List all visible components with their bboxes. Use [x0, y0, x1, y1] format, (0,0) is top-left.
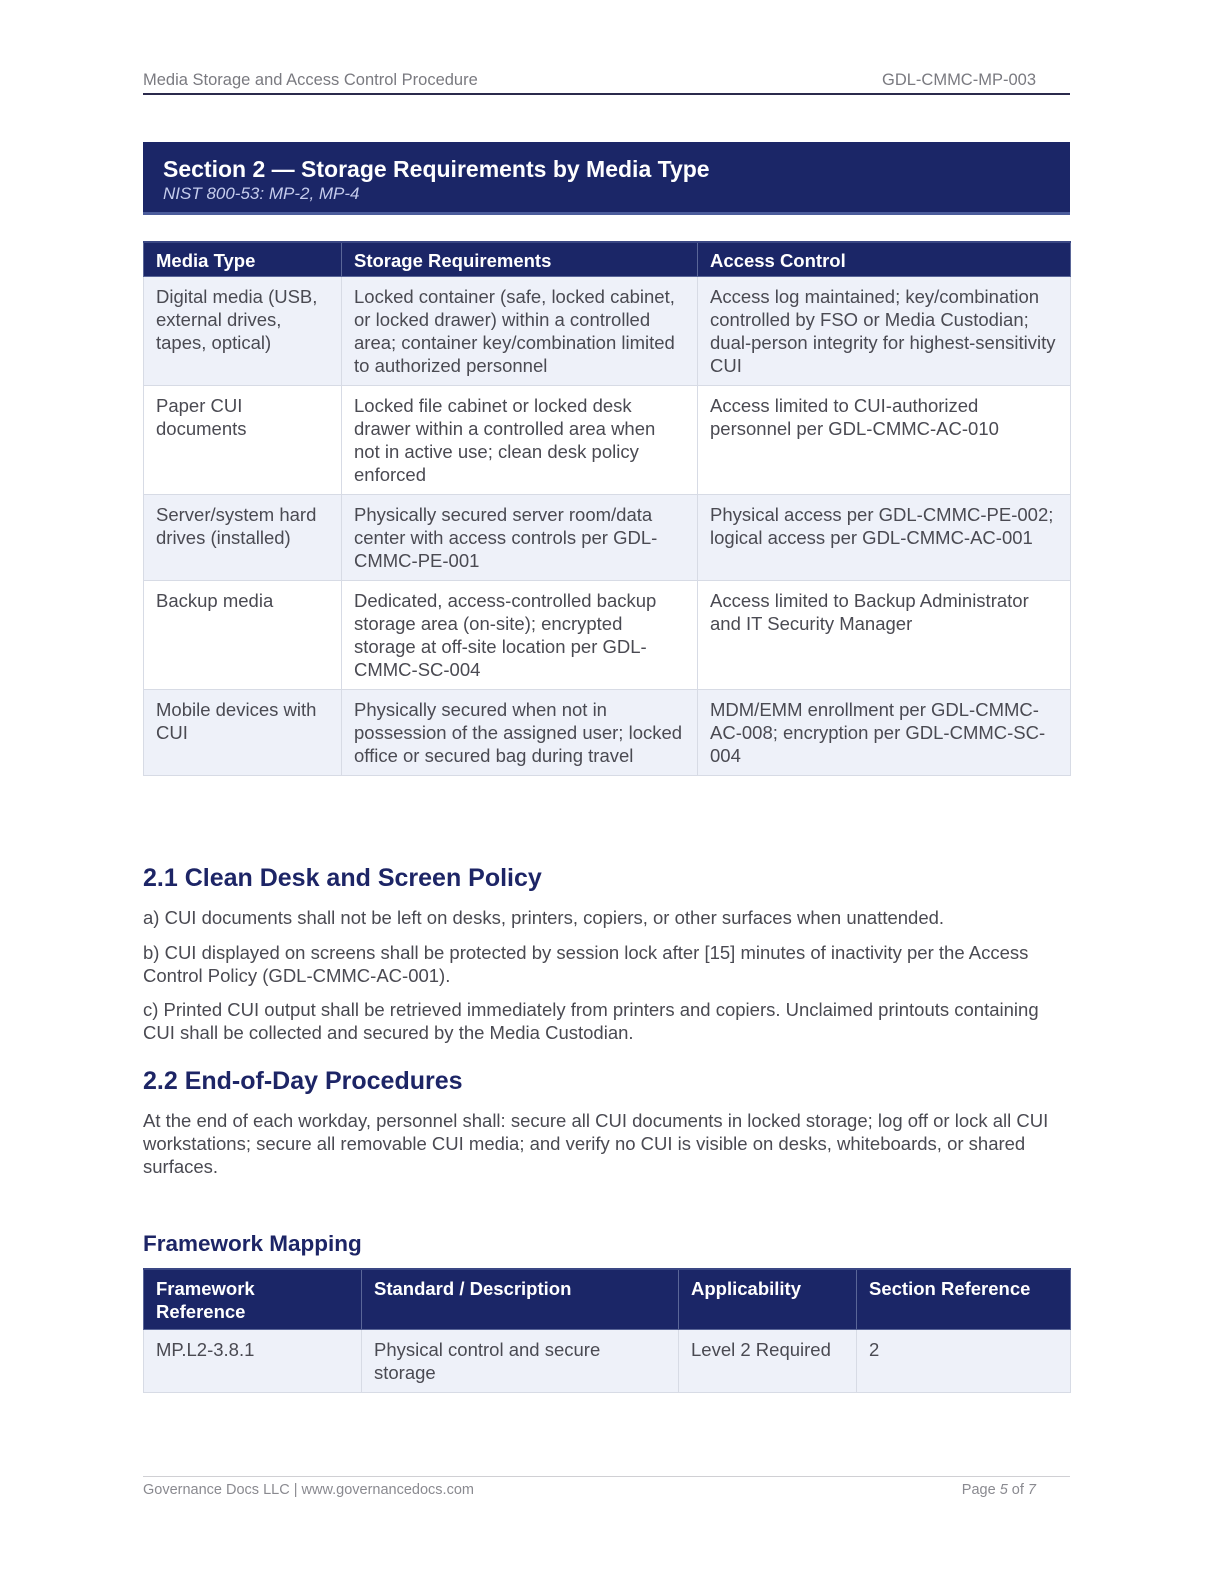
media-type-cell: Mobile devices with CUI [144, 690, 342, 776]
table-header-row [144, 242, 1071, 277]
footer-company: Governance Docs LLC | www.governancedocs.com [143, 1482, 474, 1498]
document-title: Media Storage and Access Control Procedure [143, 71, 478, 89]
storage-cell: Locked container (safe, locked cabinet, or locked drawer) within a controlled area; container key/combination limited to authorized personnel [342, 277, 698, 386]
access-cell: Access log maintained; key/combination controlled by FSO or Media Custodian; dual-person integrity for highest-sensitivity CUI [698, 277, 1071, 386]
running-footer [143, 1476, 1070, 1498]
clean-desk-heading: 2.1 Clean Desk and Screen Policy [143, 864, 542, 892]
storage-cell: Physically secured server room/data center with access controls per GDL-CMMC-PE-001 [342, 495, 698, 581]
column-header-media-type: Media Type [144, 242, 342, 277]
clean-desk-item-c: c) Printed CUI output shall be retrieved immediately from printers and copiers. Unclaimed printouts containing CUI shall be collected and secured by the Media Custodian. [143, 999, 1039, 1043]
column-header-storage-requirements: Storage Requirements [342, 242, 698, 277]
table-row [144, 495, 1071, 581]
storage-cell: Locked file cabinet or locked desk drawer within a controlled area when not in active use; clean desk policy enforced [342, 386, 698, 495]
page-total: 7 [1027, 1482, 1036, 1498]
page-current: 5 [999, 1482, 1008, 1498]
access-cell: Physical access per GDL-CMMC-PE-002; logical access per GDL-CMMC-AC-001 [698, 495, 1071, 581]
page-number [962, 1482, 1036, 1498]
media-storage-table [143, 241, 1071, 776]
running-header [143, 70, 1070, 95]
media-type-cell: Paper CUI documents [144, 386, 342, 495]
table-row [144, 581, 1071, 690]
framework-mapping-table [143, 1268, 1071, 1393]
table-row [144, 386, 1071, 495]
applicability-cell: Level 2 Required [679, 1330, 857, 1393]
table-row [144, 690, 1071, 776]
media-type-cell: Server/system hard drives (installed) [144, 495, 342, 581]
access-cell: Access limited to CUI-authorized personnel per GDL-CMMC-AC-010 [698, 386, 1071, 495]
page-prefix: Page [961, 1482, 1000, 1498]
table-row [144, 1330, 1071, 1393]
clean-desk-item-b: b) CUI displayed on screens shall be protected by session lock after [15] minutes of inactivity per the Access Control Policy (GDL-CMMC-AC-001). [143, 942, 1029, 986]
section-banner [143, 142, 1070, 215]
access-cell: Access limited to Backup Administrator and IT Security Manager [698, 581, 1071, 690]
clean-desk-item-a: a) CUI documents shall not be left on desks, printers, copiers, or other surfaces when unattended. [143, 907, 945, 928]
framework-reference-cell: MP.L2-3.8.1 [144, 1330, 362, 1393]
document-id: GDL-CMMC-MP-003 [881, 71, 1036, 89]
description-cell: Physical control and secure storage [362, 1330, 679, 1393]
end-of-day-paragraph: At the end of each workday, personnel shall: secure all CUI documents in locked storage; log off or lock all CUI workstations; secure all removable CUI media; and verify no CUI is visible on desks, whiteboards, or shared surfaces. [143, 1110, 1049, 1177]
end-of-day-heading: 2.2 End-of-Day Procedures [143, 1067, 463, 1095]
column-header-access-control: Access Control [698, 242, 1071, 277]
access-cell: MDM/EMM enrollment per GDL-CMMC-AC-008; encryption per GDL-CMMC-SC-004 [698, 690, 1071, 776]
section-subtitle: NIST 800-53: MP-2, MP-4 [163, 184, 360, 203]
framework-mapping-heading: Framework Mapping [143, 1231, 362, 1256]
section-reference-cell: 2 [857, 1330, 1071, 1393]
column-header-applicability: Applicability [679, 1269, 857, 1330]
media-type-cell: Backup media [144, 581, 342, 690]
table-row [144, 277, 1071, 386]
storage-cell: Dedicated, access-controlled backup storage area (on-site); encrypted storage at off-site location per GDL-CMMC-SC-004 [342, 581, 698, 690]
column-header-standard-description: Standard / Description [362, 1269, 679, 1330]
media-type-cell: Digital media (USB, external drives, tapes, optical) [144, 277, 342, 386]
section-title: Section 2 — Storage Requirements by Media Type [163, 156, 710, 182]
column-header-section-reference: Section Reference [857, 1269, 1071, 1330]
page-of: of [1007, 1482, 1028, 1498]
storage-cell: Physically secured when not in possession of the assigned user; locked office or secured bag during travel [342, 690, 698, 776]
table-header-row [144, 1269, 1071, 1330]
column-header-framework-reference: Framework Reference [144, 1269, 362, 1330]
